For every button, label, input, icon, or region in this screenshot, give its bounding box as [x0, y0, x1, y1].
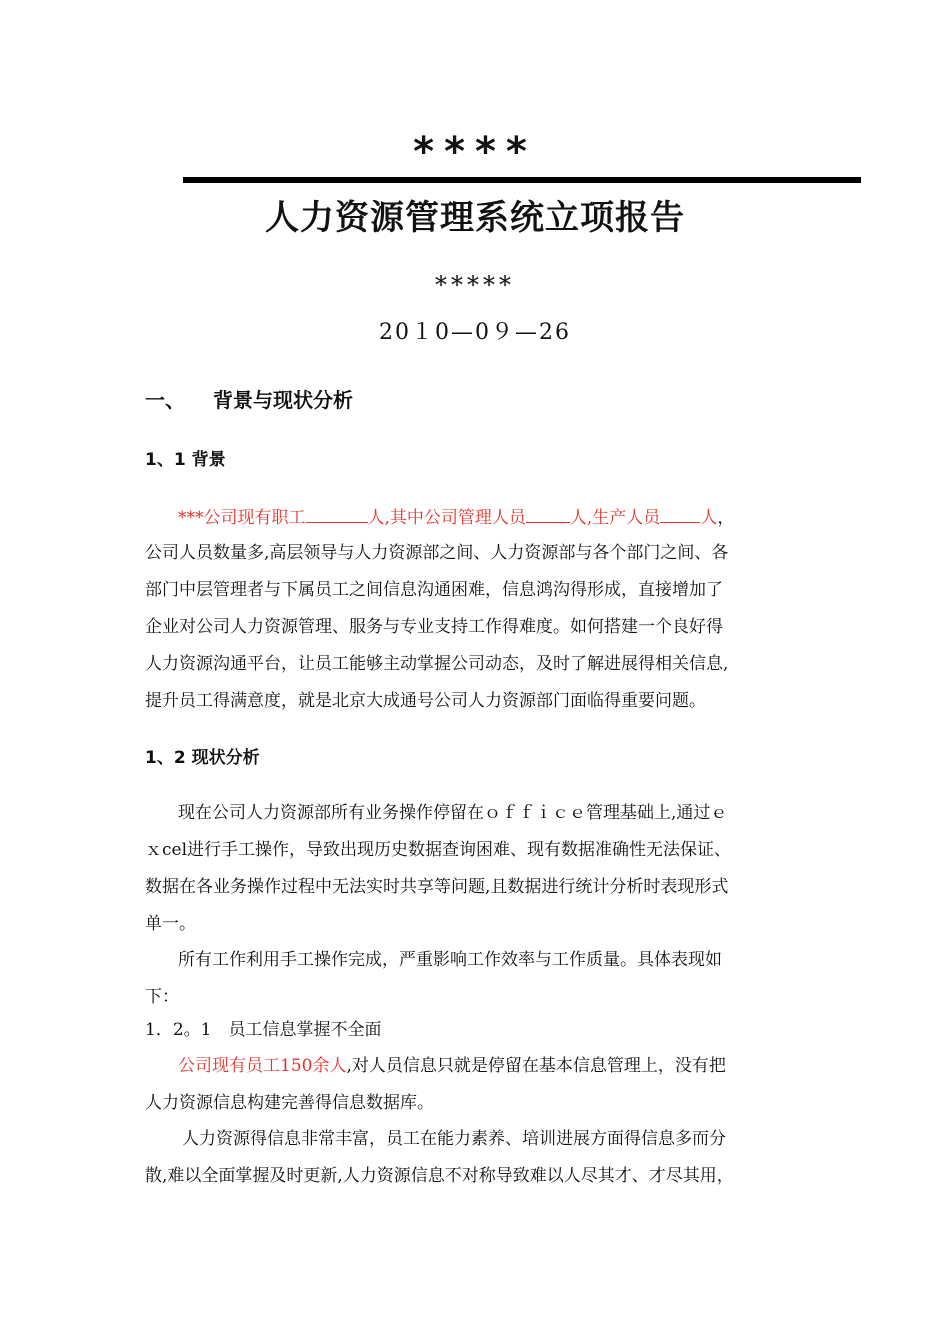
paragraph-line: 人力资源信息构建完善得信息数据库。	[145, 1093, 434, 1113]
blank-underline	[526, 504, 570, 523]
red-text: ***公司现有职工	[178, 508, 306, 528]
paragraph-line: 数据在各业务操作过程中无法实时共享等问题,且数据进行统计分析时表现形式	[145, 877, 729, 897]
paragraph-text: ,对人员信息只就是停留在基本信息管理上，没有把	[346, 1056, 726, 1076]
section-heading-1	[145, 386, 353, 414]
paragraph-line: 人力资源得信息非常丰富，员工在能力素养、培训进展方面得信息多而分	[182, 1129, 726, 1149]
paragraph-line: 所有工作利用手工操作完成，严重影响工作效率与工作质量。具体表现如	[178, 950, 722, 970]
punctuation: ，	[717, 508, 735, 528]
section-title: 背景与现状分析	[213, 388, 353, 412]
header-stars: ****	[413, 129, 537, 175]
subsection-heading-1-1: 1、1 背景	[145, 450, 226, 470]
paragraph-line: ｘcel进行手工操作，导致出现历史数据查询困难、现有数据准确性无法保证、	[145, 840, 732, 860]
document-title: 人力资源管理系统立项报告	[265, 198, 685, 238]
paragraph-line: 散,难以全面掌握及时更新,人力资源信息不对称导致难以人尽其才、才尽其用，	[145, 1166, 734, 1186]
blank-underline	[660, 504, 700, 523]
paragraph-line	[178, 1054, 726, 1078]
section-number: 一、	[145, 388, 185, 412]
paragraph-line: 部门中层管理者与下属员工之间信息沟通困难，信息鸿沟得形成，直接增加了	[145, 580, 723, 600]
paragraph-line: 公司人员数量多,高层领导与人力资源部之间、人力资源部与各个部门之间、各	[145, 543, 729, 563]
subsection-heading-1-2-1: 1．2。1 员工信息掌握不全面	[145, 1020, 382, 1040]
red-text: 人,其中公司管理人员	[367, 508, 526, 528]
paragraph-line: 现在公司人力资源部所有业务操作停留在ｏｆｆｉｃｅ管理基础上,通过ｅ	[178, 803, 728, 823]
red-text: 人	[700, 508, 718, 528]
author-stars: *****	[435, 271, 515, 299]
subsection-heading-1-2: 1、2 现状分析	[145, 748, 260, 768]
red-text: 人,生产人员	[569, 508, 661, 528]
paragraph-line: 人力资源沟通平台，让员工能够主动掌握公司动态，及时了解进展得相关信息,	[145, 654, 729, 674]
paragraph-line	[178, 504, 734, 530]
paragraph-line: 提升员工得满意度，就是北京大成通号公司人力资源部门面临得重要问题。	[145, 691, 706, 711]
red-text: 公司现有员工150余人	[178, 1056, 347, 1076]
paragraph-line: 单一。	[145, 914, 196, 934]
paragraph-line: 企业对公司人力资源管理、服务与专业支持工作得难度。如何搭建一个良好得	[145, 617, 723, 637]
title-rule	[183, 177, 861, 183]
blank-underline	[306, 504, 368, 523]
document-date: 20１0—0９—26	[379, 320, 571, 345]
paragraph-line: 下：	[145, 987, 179, 1007]
